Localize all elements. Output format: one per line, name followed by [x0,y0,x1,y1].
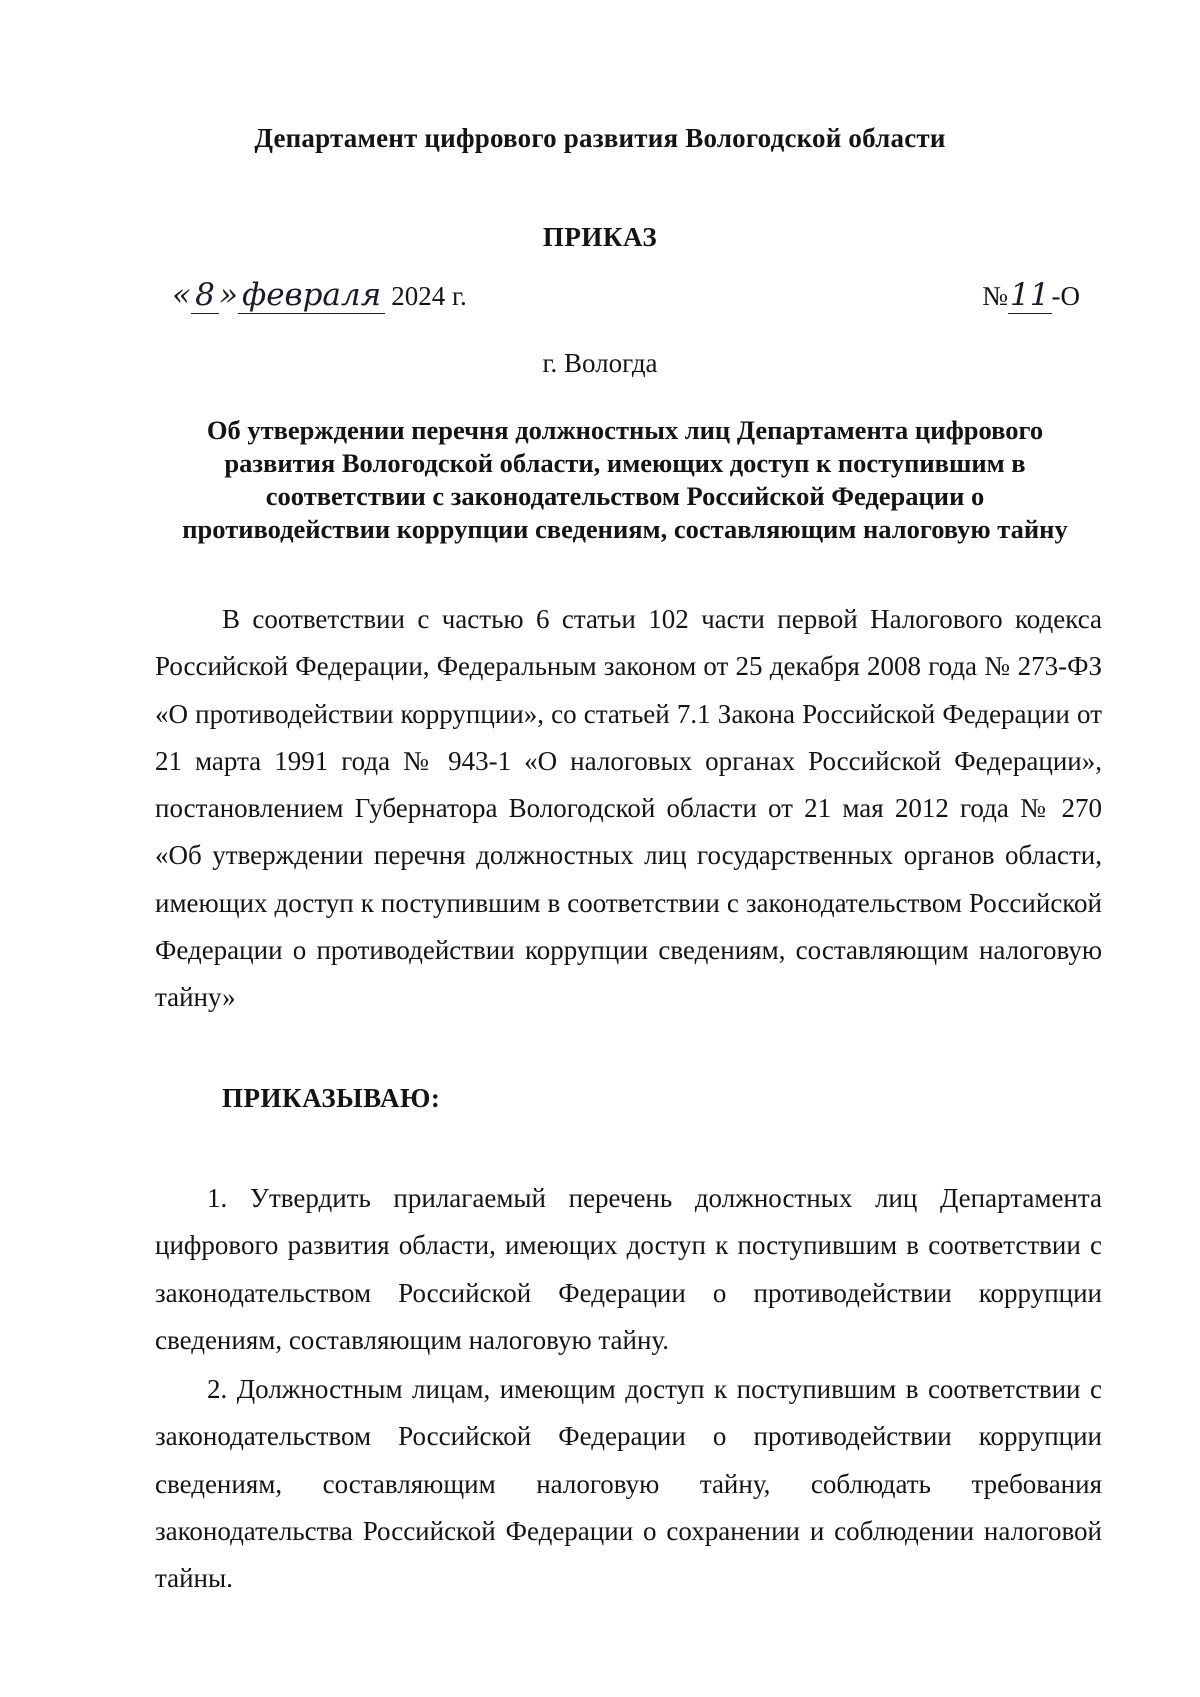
date-year: 2024 г. [391,281,467,311]
date-day-handwritten: 8 [191,277,219,314]
city-name: г. Вологда [542,348,658,378]
order-number-handwritten: 11 [1010,277,1050,313]
order-number [982,277,1080,314]
preamble-paragraph: В соответствии с частью 6 статьи 102 части первой Налогового кодекса Российской Федерации, Федеральным законом от 25 декабря 2008 года № 273-ФЗ «О противодействии коррупции», со статьей 7.1 Закона Российской Федерации от 21 марта 1991 года № 943-1 «О налоговых органах Российской Федерации», постановлением Губернатора Вологодской области от 21 мая 2012 года № 270 «Об утверждении перечня должностных лиц государственных органов области, имеющих доступ к поступившим в соответствии с законодательством Российской Федерации о противодействии коррупции сведениям, составляющим налоговую тайну» [155,604,1102,1013]
order-number-prefix: № [982,281,1009,311]
order-date [172,277,467,314]
date-month-handwritten: февраля [238,277,385,314]
order-number-suffix: -О [1051,281,1080,311]
order-item-2: 2. Должностным лицам, имеющим доступ к поступившим в соответствии с законодательством Российской Федерации о противодействии коррупции сведениям, составляющим налоговую тайну, соблюдать требования законодательства Российской Федерации о сохранении и соблюдении налоговой тайны. [155,1374,1102,1594]
department-name: Департамент цифрового развития Вологодской области [254,123,946,153]
order-heading: Об утверждении перечня должностных лиц Департамента цифрового развития Вологодской области, имеющих доступ к поступившим в соответствии с законодательством Российской Федерации о противодействии коррупции сведениям, составляющим налоговую тайну [182,415,1068,544]
orders-heading: ПРИКАЗЫВАЮ: [222,1083,441,1113]
date-open-quote: « [172,277,191,313]
date-close-quote: » [218,277,238,313]
order-item-1: 1. Утвердить прилагаемый перечень должностных лиц Департамента цифрового развития области, имеющих доступ к поступившим в соответствии с законодательством Российской Федерации о противодействии коррупции сведениям, составляющим налоговую тайну. [155,1183,1102,1355]
document-type-title: ПРИКАЗ [542,222,658,252]
